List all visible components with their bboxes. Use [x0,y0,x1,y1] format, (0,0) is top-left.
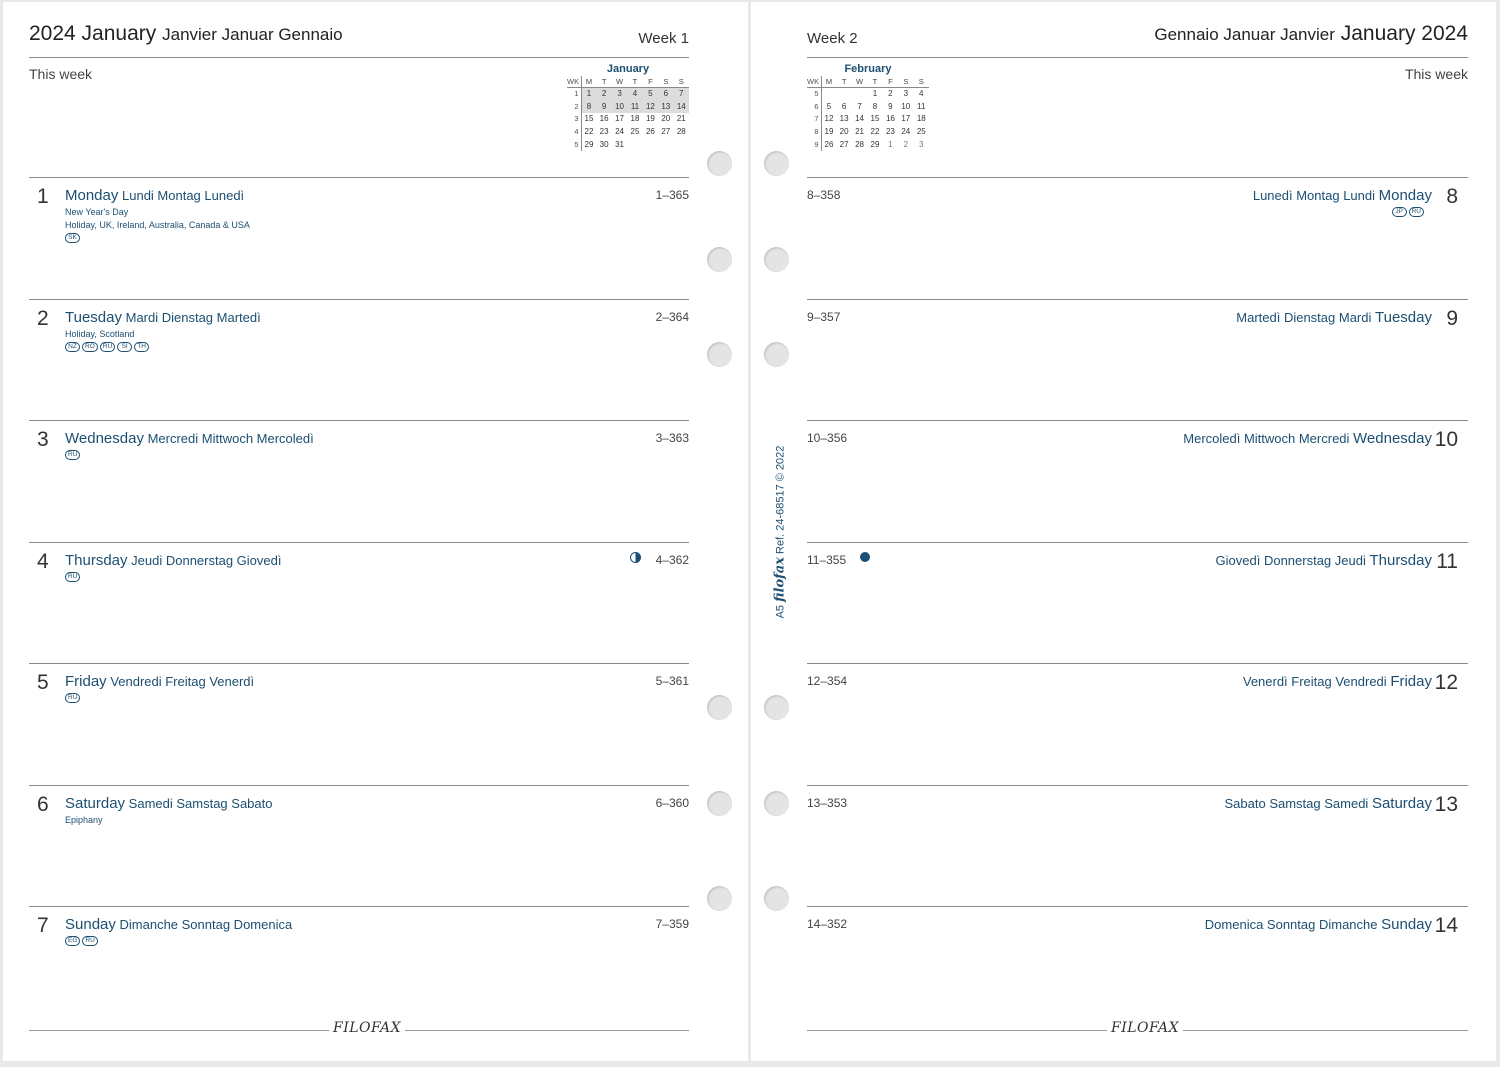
day-name-group [65,916,292,933]
day-name-translations: Dimanche Sonntag Domenica [119,917,293,932]
mini-calendar-week-row [567,100,689,113]
mini-calendar-day: 1 [581,87,596,100]
right-page [751,2,1496,1061]
day-row [807,420,1468,541]
mini-calendar-day: 20 [661,114,671,124]
day-number: 1 [37,185,49,208]
mini-calendar-header: W [612,76,627,87]
day-divider [807,420,1468,421]
mini-calendar-day: 2 [903,140,909,150]
country-badge: RU [65,693,80,703]
day-of-year-count: 5–361 [655,674,689,688]
mini-calendar-week-number: 2 [567,100,581,113]
mini-calendar-week-number: 4 [567,125,581,138]
mini-calendar-day: 27 [839,140,849,150]
day-name-translations: Sabato Samstag Samedi [1224,795,1369,811]
binder-hole [764,151,789,176]
day-of-year-count: 14–352 [807,917,848,931]
country-badge: RU [65,572,80,582]
day-of-year-count: 2–364 [655,309,689,324]
mini-calendar-day: 23 [599,127,609,137]
mini-calendar-header: T [627,76,642,87]
day-name: Saturday [65,794,126,812]
mini-calendar-day: 17 [615,114,624,124]
binder-hole [707,151,732,176]
mini-calendar-week-number: 1 [567,87,581,100]
mini-calendar-month: January [606,63,650,75]
day-of-year-count: 4–362 [655,552,689,567]
day-divider [29,542,689,543]
mini-calendar-week-row [567,138,689,151]
country-badge: RU [100,342,115,352]
right-title-main: January 2024 [1340,22,1468,45]
day-name-group [65,309,261,326]
binder-hole [764,342,789,367]
mini-calendar-week-row [567,125,689,138]
day-name-group [1253,187,1432,204]
mini-calendar-day: 13 [658,100,673,113]
mini-calendar-week-row [807,87,929,100]
day-divider [29,177,689,178]
mini-calendar-week-row [567,87,689,100]
spine-copyright: © 2022 [774,445,787,482]
day-name-translations: Lunedì Montag Lundi [1252,188,1375,203]
mini-calendar-header: T [867,76,882,87]
day-name: Monday [1378,187,1432,204]
day-name-group [1225,795,1432,812]
first-quarter-moon-icon [630,552,641,563]
day-of-year-count: 10–356 [807,431,848,445]
day-name-translations: Domenica Sonntag Dimanche [1204,917,1378,932]
day-row [807,542,1468,663]
country-badge: RU [65,450,80,460]
mini-calendar-week-row [807,125,929,138]
country-badge: TH [134,342,149,352]
mini-calendar-day: 23 [885,127,895,137]
day-divider [29,299,689,300]
day-divider [29,785,689,786]
day-row [29,299,689,420]
binder-hole [707,247,732,272]
mini-calendar-day: 11 [627,100,642,113]
mini-calendar-day: 25 [630,127,640,137]
mini-calendar-january [567,62,689,151]
day-name-translations: Vendredi Freitag Venerdì [110,674,255,689]
mini-calendar-day [627,138,642,151]
country-badges [65,936,98,946]
day-row [29,785,689,906]
day-divider [29,420,689,421]
mini-calendar-week-number: 6 [807,100,821,113]
footer-logo: FILOFAX [329,1020,405,1036]
day-of-year-count: 13–353 [807,795,848,810]
mini-calendar-day: 1 [888,140,893,150]
day-name: Saturday [1371,794,1432,812]
mini-calendar-day: 17 [901,114,911,124]
mini-calendar-day: 2 [596,87,611,100]
footer-logo: FILOFAX [1107,1020,1183,1036]
day-of-year-count: 11–355 [807,552,847,567]
day-name-group [1243,673,1432,690]
day-row [807,663,1468,784]
mini-calendar-header: M [581,76,596,87]
mini-calendar-day: 5 [826,101,832,111]
mini-calendar-grid [567,76,689,151]
day-name: Friday [65,673,107,690]
mini-calendar-day: 20 [839,127,849,137]
holiday-name: Epiphany [65,814,103,825]
mini-calendar-day: 28 [855,140,864,150]
left-page-title [29,22,343,46]
day-number: 3 [37,428,49,451]
mini-calendar-day [821,87,836,100]
mini-calendar-day: 8 [872,101,878,111]
mini-calendar-month: February [844,63,892,75]
day-name-group [1205,916,1432,933]
day-name-group [1236,309,1432,326]
day-of-year-count: 9–357 [807,309,841,324]
day-number: 9 [1446,306,1458,330]
day-name: Wednesday [1353,430,1432,447]
mini-calendar-day: 6 [658,87,673,100]
mini-calendar-day: 6 [841,101,847,111]
mini-calendar-day: 22 [870,127,880,137]
full-moon-icon [860,552,870,562]
mini-calendar-day: 22 [584,127,594,137]
binder-hole [707,886,732,911]
country-badges [65,233,80,243]
day-row [29,906,689,1027]
day-of-year-count: 7–359 [655,917,689,931]
left-title-main: 2024 January [29,22,157,45]
mini-calendar-day: 15 [584,114,594,124]
left-week-label: Week 1 [638,30,689,47]
mini-calendar-week-row [807,113,929,126]
mini-calendar-day: 28 [676,127,686,137]
day-name: Wednesday [65,430,144,447]
day-name-translations: Martedì Dienstag Mardi [1236,309,1372,325]
day-row [29,663,689,784]
mini-calendar-week-number: 5 [807,87,821,100]
day-divider [29,663,689,664]
mini-calendar-week-row [807,100,929,113]
country-badge: RU [1409,207,1424,217]
day-row [29,177,689,298]
day-name-group [65,795,272,812]
binder-hole [764,791,789,816]
day-name-translations: Jeudi Donnerstag Giovedì [131,552,282,568]
mini-calendar-day: 30 [599,140,609,150]
day-name-group [1216,552,1432,569]
mini-calendar-day: 9 [596,100,611,113]
binder-hole [707,342,732,367]
mini-calendar-header: T [596,76,611,87]
day-name: Sunday [65,916,116,933]
mini-calendar-week-number: 5 [567,138,581,151]
mini-calendar-day: 15 [870,114,880,124]
mini-calendar-day: 25 [916,127,926,137]
mini-calendar-day: 11 [917,101,926,111]
mini-calendar-day: 24 [901,127,911,137]
day-divider [807,663,1468,664]
mini-calendar-day: 3 [612,87,627,100]
mini-calendar-grid [807,76,929,151]
day-name: Friday [1390,673,1432,690]
day-name-translations: Giovedì Donnerstag Jeudi [1215,552,1366,568]
day-number: 6 [37,792,49,816]
mini-calendar-day: 12 [824,114,834,124]
day-row [807,299,1468,420]
country-badge: EG [65,936,80,946]
mini-calendar-february [807,62,929,151]
mini-calendar-day: 19 [824,127,834,137]
day-name-group [65,430,314,447]
mini-calendar-day: 10 [901,101,911,111]
mini-calendar-day: 4 [919,89,924,99]
mini-calendar-week-row [567,113,689,126]
day-row [29,420,689,541]
country-badges [65,693,80,703]
mini-calendar-day: 7 [674,87,689,100]
spine-ref: Ref. 24-68517 [774,484,787,554]
right-page-title [1154,22,1468,46]
mini-calendar-week-number: 9 [807,138,821,151]
binder-hole [707,695,732,720]
mini-calendar-header: WK [807,76,820,86]
this-week-label: This week [1404,66,1468,82]
mini-calendar-day: 24 [615,127,624,137]
this-week-label: This week [29,66,93,82]
right-week-label: Week 2 [807,30,858,47]
day-divider [807,542,1468,543]
mini-calendar-day: 27 [661,127,671,137]
mini-calendar-day [852,87,867,100]
day-row [807,906,1468,1027]
binder-hole [764,886,789,911]
country-badge: NZ [65,342,80,352]
day-name-group [65,552,281,569]
country-badges [1392,207,1424,217]
day-name: Sunday [1381,916,1432,933]
mini-calendar-day: 12 [643,100,658,113]
mini-calendar-header: M [821,76,836,87]
day-row [29,542,689,663]
mini-calendar-day: 14 [674,100,689,113]
mini-calendar-day: 18 [916,114,926,124]
day-number: 2 [37,306,49,330]
mini-calendar-day: 3 [919,140,924,150]
day-name: Thursday [65,551,128,569]
mini-calendar-week-number: 8 [807,125,821,138]
mini-calendar-header: F [643,76,658,87]
day-number: 7 [37,914,49,937]
mini-calendar-day: 16 [599,114,609,124]
day-of-year-count: 8–358 [807,188,841,202]
day-divider [807,177,1468,178]
day-name-translations: Mercredi Mittwoch Mercoledì [147,431,314,446]
mini-calendar-day: 29 [870,140,880,150]
mini-calendar-day: 21 [676,114,686,124]
mini-calendar-day: 3 [903,89,909,99]
mini-calendar-day: 13 [839,114,849,124]
day-number: 14 [1434,914,1458,937]
country-badge: RU [82,936,97,946]
day-name-group [65,187,244,204]
mini-calendar-day: 21 [855,127,864,137]
day-divider [807,785,1468,786]
mini-calendar-header: T [836,76,851,87]
day-name-translations: Mercoledì Mittwoch Mercredi [1183,431,1350,446]
mini-calendar-header: S [914,76,929,87]
mini-calendar-day: 29 [584,140,594,150]
holiday-name: New Year's Day [65,207,129,217]
mini-calendar-day: 10 [612,100,627,113]
country-badges [65,450,80,460]
country-badge: SI [117,342,132,352]
country-badge: JP [1392,207,1407,217]
holiday-name: Holiday, Scotland [65,328,135,339]
binder-hole [764,247,789,272]
mini-calendar-day: 2 [888,89,893,99]
mini-calendar-day [674,138,689,151]
spine-size: A5 [774,604,787,619]
mini-calendar-header: S [658,76,673,87]
header-rule [807,57,1468,58]
day-divider [807,299,1468,300]
mini-calendar-day: 31 [615,140,624,150]
day-name-translations: Mardi Dienstag Martedì [125,309,261,325]
day-name-group [65,673,254,690]
day-number: 11 [1436,549,1458,573]
mini-calendar-header: F [883,76,898,87]
left-page [3,2,748,1061]
day-divider [807,906,1468,907]
day-name-group [1183,430,1432,447]
day-of-year-count: 1–365 [655,188,689,202]
day-name: Tuesday [1375,308,1432,326]
binder-hole [707,791,732,816]
mini-calendar-day: 1 [872,89,878,99]
day-number: 13 [1434,792,1458,816]
mini-calendar-day: 16 [885,114,895,124]
mini-calendar-day: 18 [630,114,640,124]
country-badges [65,572,80,582]
mini-calendar-day [658,138,673,151]
mini-calendar-day [836,87,851,100]
mini-calendar-header: S [674,76,689,87]
day-name: Monday [65,187,119,204]
day-of-year-count: 12–354 [807,674,848,688]
mini-calendar-day: 26 [824,140,834,150]
mini-calendar-header: WK [567,76,580,86]
country-badges [65,342,149,352]
country-badge: RO [82,342,98,352]
mini-calendar-day: 5 [643,87,658,100]
day-of-year-count: 6–360 [655,795,689,810]
country-badge: SK [65,233,80,243]
mini-calendar-day: 26 [645,127,655,137]
day-name-translations: Samedi Samstag Sabato [128,795,273,811]
day-row [807,785,1468,906]
day-number: 5 [37,671,49,694]
mini-calendar-week-row [807,138,929,151]
day-row [807,177,1468,298]
holiday-detail: Holiday, UK, Ireland, Australia, Canada & USA [65,220,250,230]
mini-calendar-day: 4 [627,87,642,100]
day-of-year-count: 3–363 [655,431,689,445]
mini-calendar-header: S [898,76,913,87]
mini-calendar-week-number: 3 [567,113,581,126]
binder-hole [764,695,789,720]
day-name: Tuesday [65,308,122,326]
mini-calendar-header: W [852,76,867,87]
day-number: 10 [1434,428,1458,451]
day-name-translations: Venerdì Freitag Vendredi [1242,674,1387,689]
day-divider [29,906,689,907]
day-name-translations: Lundi Montag Lunedì [122,188,245,203]
right-title-translations: Gennaio Januar Janvier [1154,25,1335,44]
header-rule [29,57,689,58]
mini-calendar-day: 8 [581,100,596,113]
day-number: 8 [1446,185,1458,208]
mini-calendar-day: 14 [855,114,864,124]
spine-reference-text [773,446,788,619]
day-name: Thursday [1369,551,1432,569]
mini-calendar-day: 19 [645,114,655,124]
left-title-translations: Janvier Januar Gennaio [162,25,343,44]
day-number: 12 [1434,671,1458,694]
mini-calendar-day: 9 [888,101,893,111]
day-number: 4 [37,549,49,573]
mini-calendar-week-number: 7 [807,113,821,126]
spine-brand-logo: filofax [772,557,788,602]
mini-calendar-day: 7 [857,101,862,111]
mini-calendar-day [643,138,658,151]
